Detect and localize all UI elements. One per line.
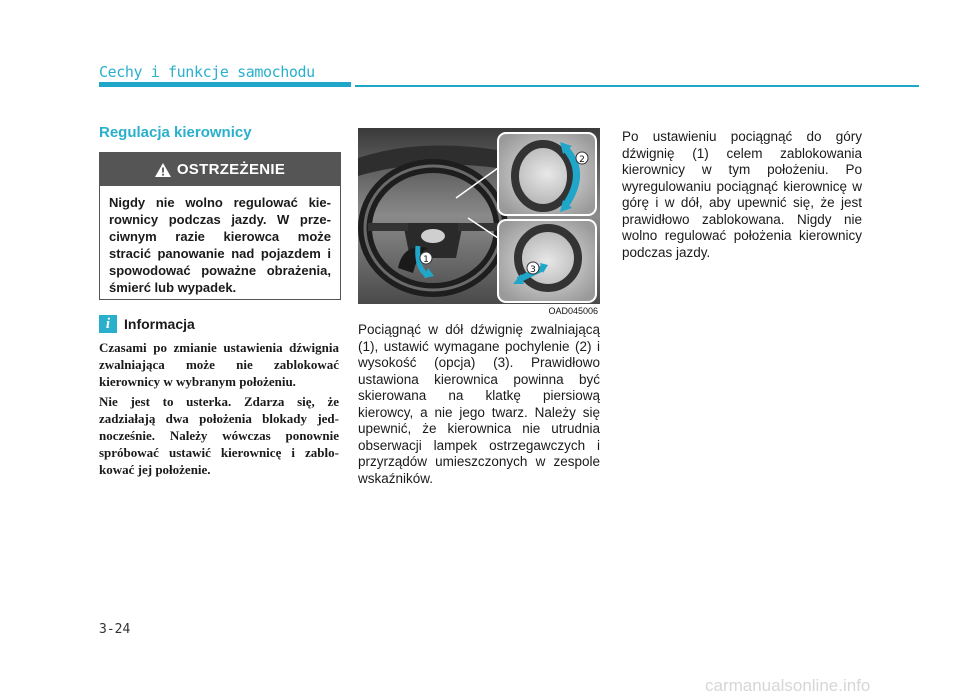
warning-triangle-icon (155, 163, 171, 177)
header-bar-thin (355, 85, 919, 87)
warning-text: Nigdy nie wolno regulować kierownicy podczas jazdy. W przeciwnym razie kierowca może stracić panowanie nad pojazdem i spowodować poważne obrażenia, śmierć lub wypadek. (109, 195, 331, 295)
warning-box (99, 152, 341, 300)
steering-wheel-figure (358, 128, 600, 318)
info-paragraph-1: Czasami po zmianie ustawienia dźwignia zwalniająca może nie zablokować kierownicy w wybranym położeniu. (99, 340, 339, 389)
callout-2: 2 (579, 155, 585, 165)
watermark: carmanualsonline.info (705, 676, 871, 695)
callout-3: 3 (530, 265, 536, 275)
info-heading (99, 315, 195, 333)
warning-header (100, 153, 340, 186)
header-bar-thick (99, 82, 351, 87)
figure-code: OAD045006 (548, 306, 598, 316)
body-text-column-2: Pociągnąć w dół dźwignię zwalniającą (1), ustawić wymagane pochylenie (2) i wysokość (opcja) (3). Prawidłowo ustawiona kierownica powinna być skierowana na klatkę piersiową kierowcy, a nie jego twarz. Należy się upewnić, że kierownica nie utrudnia obserwacji lampek ostrzegawczych i przyrządów umieszczonych w zespole wskaźników. (358, 322, 600, 486)
callout-1: 1 (423, 255, 429, 265)
info-paragraph-2: Nie jest to usterka. Zdarza się, że zadziałają dwa położenia blokady jednocześnie. Należy wówczas ponownie spróbować ustawić kierownicę i zablokować jej położenie. (99, 394, 339, 477)
info-title: Informacja (124, 316, 195, 332)
warning-title: OSTRZEŻENIE (176, 161, 286, 178)
running-header: Cechy i funkcje samochodu (99, 63, 315, 81)
page-number: 3-24 (99, 622, 131, 637)
body-text-column-3: Po ustawieniu pociągnąć do góry dźwignię (1) celem zablokowania kierownicy w tym położeniu. Po wyregulowaniu pociągnąć kierownicę w górę i w dół, aby upewnić się, że jest prawidłowo zablokowana. Nigdy nie wolno regulować położenia kierownicy podczas jazdy. (622, 129, 862, 260)
steering-wheel-illustration (358, 128, 600, 318)
info-icon: i (99, 315, 117, 333)
section-title: Regulacja kierownicy (99, 124, 252, 141)
